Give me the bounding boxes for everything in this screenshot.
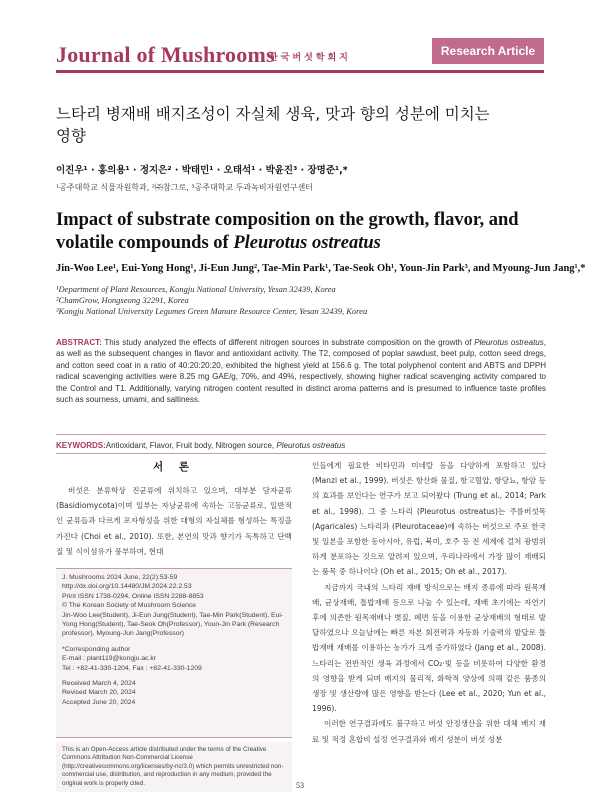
english-title [56, 209, 546, 255]
right-column [312, 458, 546, 747]
english-affiliations [56, 284, 546, 317]
journal-korean-name: 한국버섯학회지 [269, 53, 351, 63]
article-info-box [56, 568, 292, 738]
english-authors: Jin-Woo Lee¹, Eui-Yong Hong¹, Ji-Eun Jung², Tae-Min Park¹, Tae-Seok Oh¹, Youn-Jin Park³, and Myoung-Jun Jang¹,* [56, 263, 586, 274]
license-box: This is an Open-Access article distributed under the terms of the Creative Commons Attribution Non-Commercial License (http://creativecommons.org/licenses/by-nc/3.0) which permits unrestricted non-commercial use, distribution, and reproduction in any medium, provided the original work is properly cited. [56, 742, 292, 792]
article-type-badge: Research Article [432, 38, 544, 64]
intro-paragraph-1: 버섯은 분류학상 진균류에 위치하고 있으며, 대부분 담자균류 (Basidiomycota)이며 일부는 자낭균류에 속하는 고등균류로, 일반적인 균류들과 다르게 포자형성을 위한 대형의 자실체를 형성하는 특징을 가진다 (Choi et al., 2010). 또한, 본연의 맛과 향기가 독특하고 단백질 및 식이섬유가 풍부하며, 현대 [56, 486, 292, 556]
doi-link[interactable]: http://dx.doi.org/10.14480/JM.2024.22.2.53 [62, 583, 192, 591]
received-date: Received March 4, 2024 [62, 680, 136, 688]
page-number: 53 [296, 781, 304, 790]
citation: J. Mushrooms 2024 June, 22(2):53-59 [62, 574, 178, 581]
author-roles: Jin-Woo Lee(Student), Ji-Eun Jung(Student), Tae-Min Park(Student), Eui-Yong Hong(Student), Tae-Seok Oh(Professor), Youn-Jin Park (Research professor), Myoung-Jun Jang(Professor) [62, 611, 284, 638]
abstract [56, 337, 546, 405]
keywords [56, 441, 546, 450]
affiliation-1: ¹Department of Plant Resources, Kongju National University, Yesan 32439, Korea [56, 284, 336, 294]
revised-date: Revised March 20, 2024 [62, 689, 136, 697]
copyright: © The Korean Society of Mushroom Science [62, 602, 197, 610]
header-divider [56, 70, 544, 73]
section-divider [56, 453, 546, 454]
intro-paragraph-3: 이러한 연구결과에도 불구하고 버섯 안정생산을 위한 대체 배지 재료 및 적정 혼합비 설정 연구결과와 배지 성분이 버섯 성분 [312, 719, 546, 744]
affiliation-2: ²ChamGrow, Hongseong 32291, Korea [56, 295, 189, 305]
journal-header [56, 40, 544, 74]
section-heading-introduction: 서 론 [153, 461, 195, 473]
abstract-text-2: , as well as the subsequent changes in flavor and antioxidant activity. The T2, composed of poplar sawdust, beet pulp, cotton seed dregs, and cotton seed coat in a ratio of 40:20:20:20, exhibited the highest yield at 156.6 g. The total polyphenol content and ABTS and DPPH radical scavenging activities were 8.25 mg GAE/g, 70%, and 49%, respectively, showing higher radical scavenging activity compared to the Control and T1. Additionally, varying nitrogen content resulted in distinct aroma patterns and is presumed to influence taste profiles such as sourness, umami, and saltiness. [56, 338, 546, 405]
corresponding-email[interactable]: E-mail : plant119@kongju.ac.kr [62, 655, 157, 663]
korean-affiliations: ¹공주대학교 식물자원학과, ²㈜참그로, ³공주대학교 두과녹비자원연구센터 [56, 183, 313, 192]
abstract-text-1: This study analyzed the effects of different nitrogen sources in substrate composition on the growth of [101, 338, 475, 347]
korean-title: 느타리 병재배 배지조성이 자실체 생육, 맛과 향의 성분에 미치는 영향 [56, 105, 490, 145]
english-title-main: Impact of substrate composition on the growth, flavor, and volatile compounds of [56, 210, 519, 253]
accepted-date: Accepted June 20, 2024 [62, 698, 136, 706]
issn: Print ISSN 1738-0294, Online ISSN 2288-8853 [62, 592, 204, 600]
intro-paragraph-2: 지금까지 국내의 느타리 재배 방식으로는 배지 종류에 따라 원목재배, 균상재배, 톱밥재배 등으로 나눌 수 있는데, 재배 초기에는 자연기후에 의존한 원목재배나 볏짚, 폐면 등을 이용한 균상재배의 형태로 발달하였으나 오늘날에는 빠른 자본 회전력과 자동화 기술력의 발달로 톱밥재배 재배를 이용하는 농가가 크게 증가하였다 (Jang et al., 2008). 느타리는 전반적인 생육 과정에서 CO₂·빛 등을 비롯하여 다양한 환경의 영향을 받게 되며 배지의 물리적, 화학적 양상에 의해 같은 품종의 생장 및 생산량에 많은 영향을 받는다 (Lee et al., 2020; Yun et al., 1996). [312, 582, 546, 714]
affiliation-3: ³Kongju National University Legumes Green Manure Resource Center, Yesan 32439, Korea [56, 306, 368, 316]
keywords-divider [56, 434, 546, 435]
corresponding-author-label: *Corresponding author [62, 645, 131, 653]
corresponding-phone: Tel : +82-41-330-1204, Fax : +82-41-330-1209 [62, 664, 202, 672]
keywords-label: KEYWORDS: [56, 441, 106, 450]
abstract-label: ABSTRACT: [56, 338, 102, 347]
journal-name: Journal of Mushrooms [56, 42, 275, 67]
keywords-text: Antioxidant, Flavor, Fruit body, Nitrogen source, [105, 441, 277, 450]
keywords-species: Pleurotus ostreatus [276, 441, 346, 450]
abstract-species: Pleurotus ostreatus [474, 338, 544, 347]
intro-paragraph-1-continued: 인들에게 필요한 비타민과 미네랄 등을 다양하게 포함하고 있다 (Manzi et al., 1999). 버섯은 항산화 물질, 항고혈압, 항당뇨, 항암 등의 효과를 보인다는 연구가 보고 되어왔다 (Trung et al., 2014; Park et al., 1998). 그 중 느타리 (Pleurotus ostreatus)는 주름버섯목 (Agaricales) 느타리과 (Pleurotaceae)에 속하는 버섯으로 주로 한국 및 일본을 포함한 동아시아, 유럽, 북미, 호주 등 전 세계에 걸쳐 광범위하게 분포하는 것으로 알려져 있으며, 우리나라에서 가장 많이 재배되는 품목 중 하나이다 (Oh et al., 2015; Oh et al., 2017). [312, 461, 546, 577]
english-title-species: Pleurotus ostreatus [233, 233, 381, 253]
left-column [56, 483, 292, 559]
korean-authors: 이진우¹ · 홍의용¹ · 정지은² · 박태민¹ · 오태석¹ · 박윤진³ · 장명준¹,* [56, 165, 348, 176]
